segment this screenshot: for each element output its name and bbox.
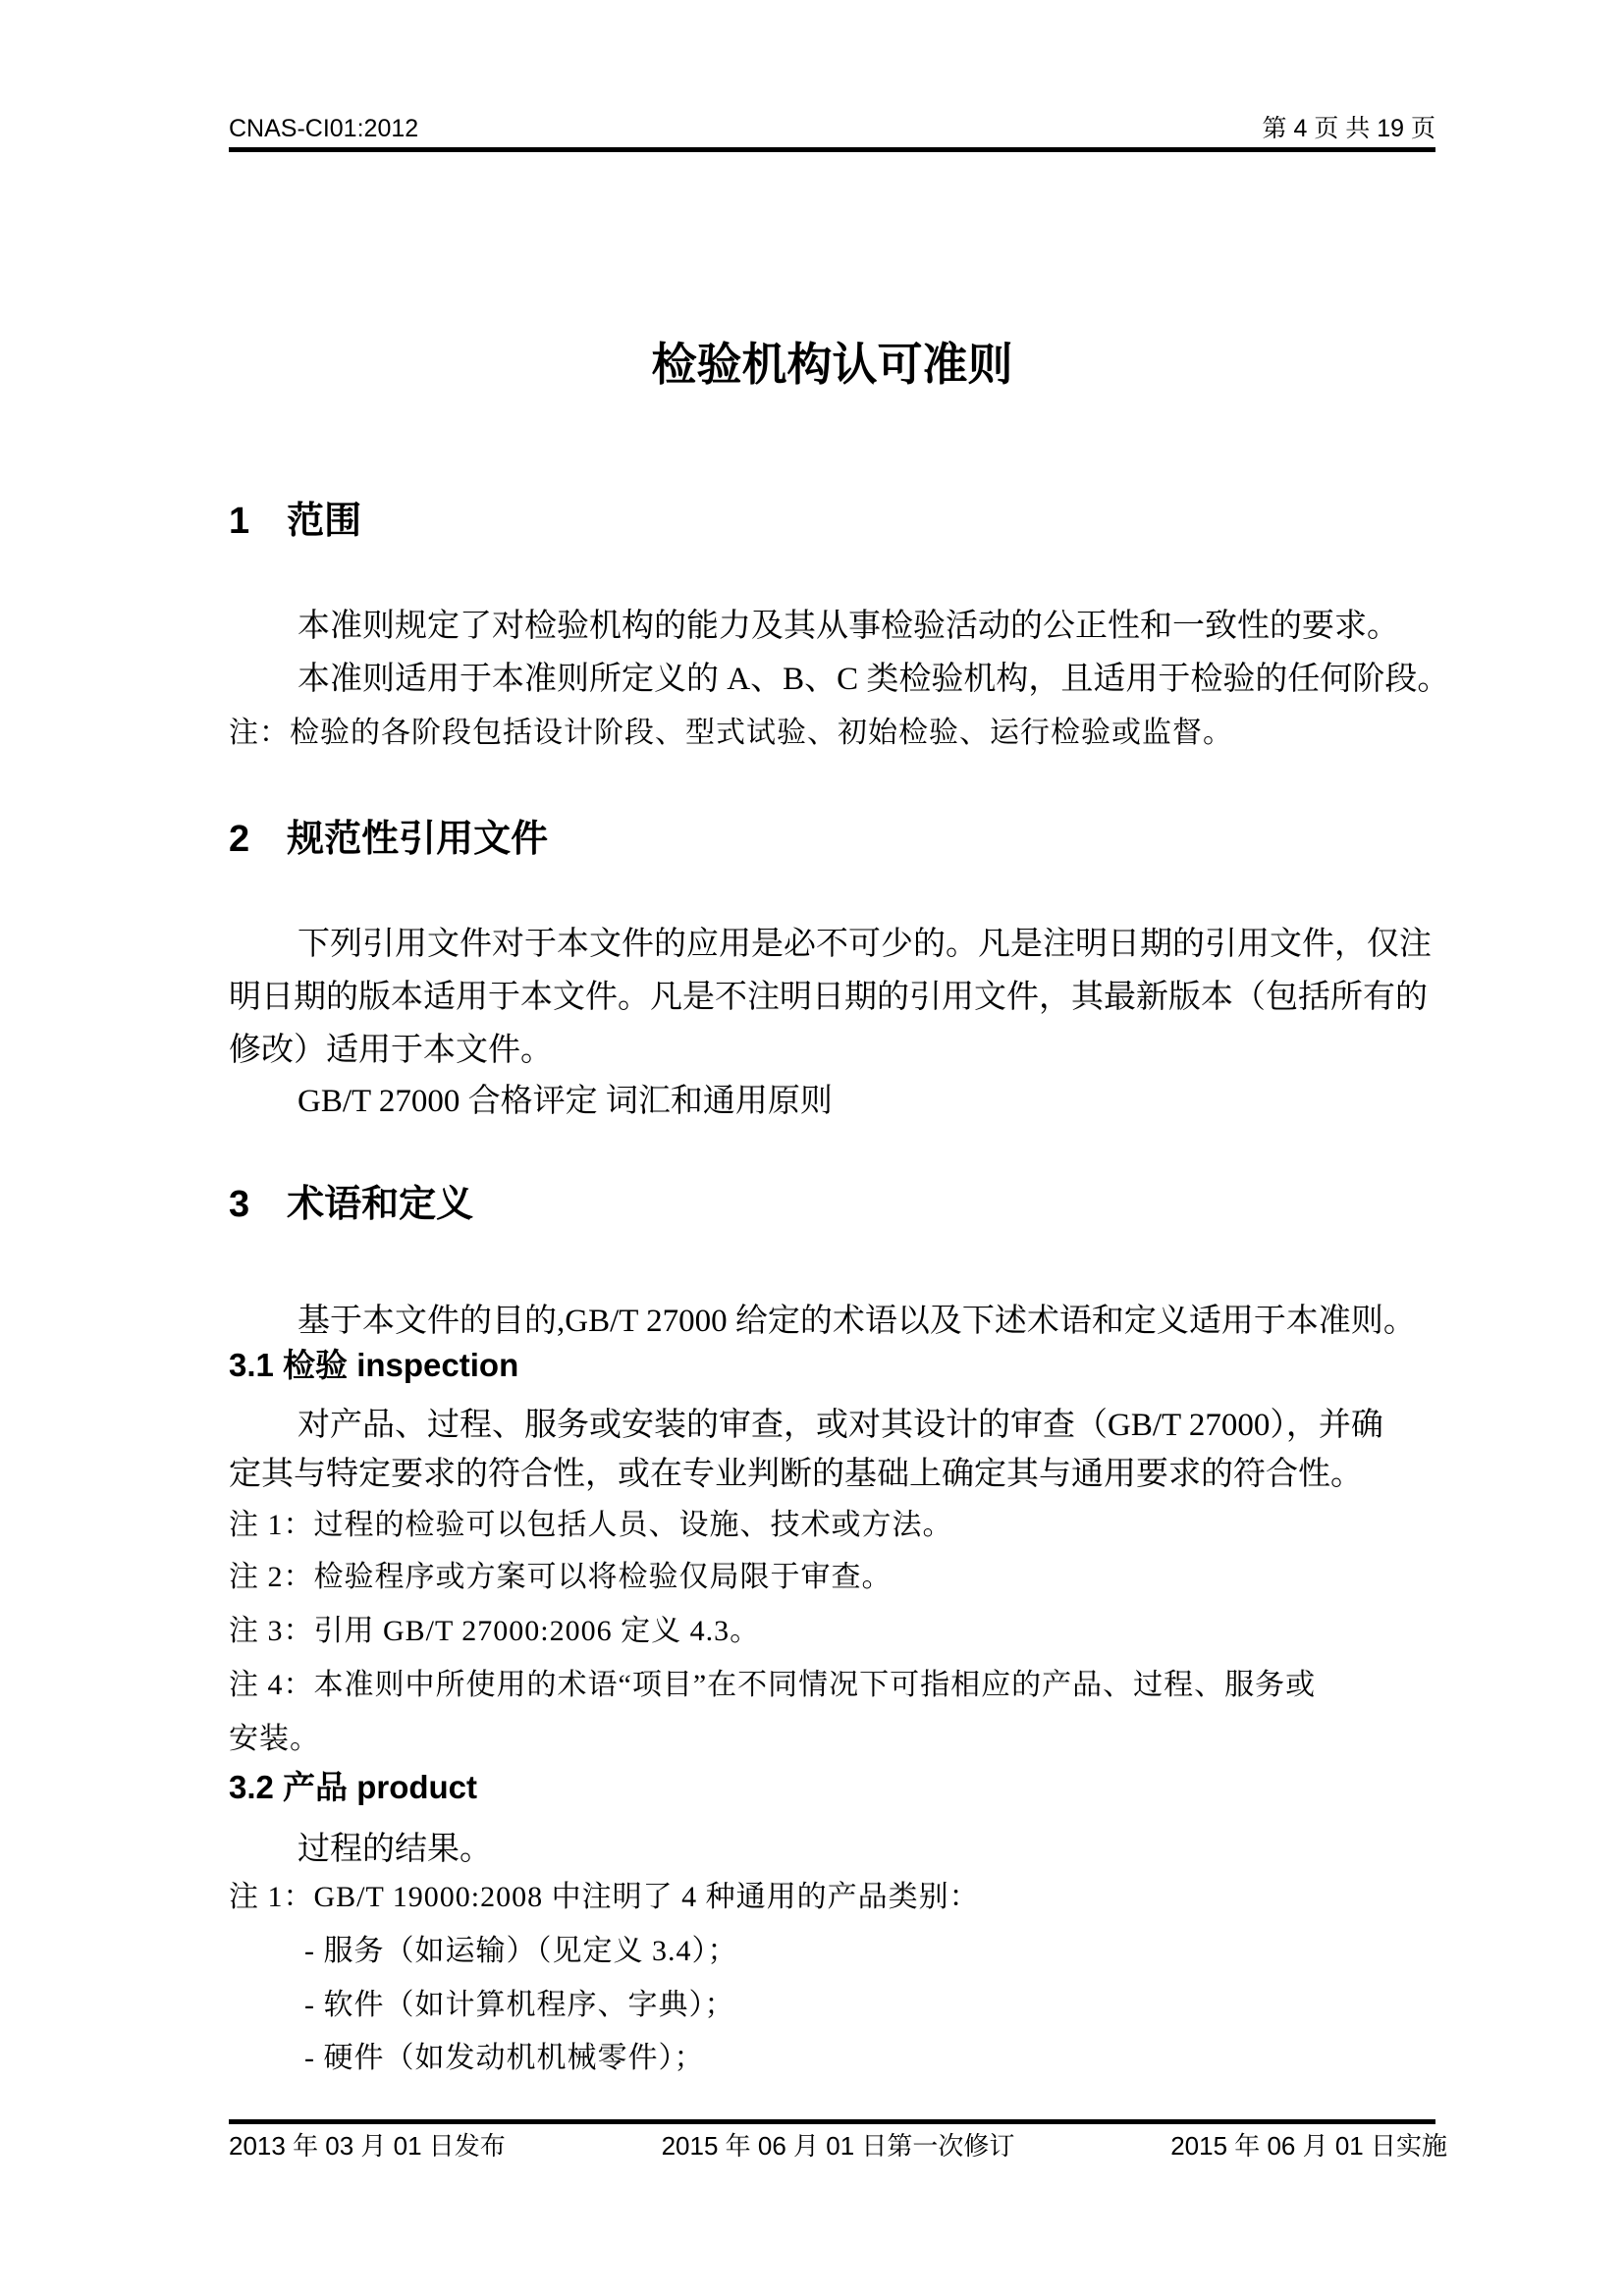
- section-1-heading: 1 范围: [229, 501, 362, 542]
- term-3-1-definition-line: 对产品、过程、服务或安装的审查，或对其设计的审查（GB/T 27000），并确: [298, 1408, 1383, 1443]
- document-title: 检验机构认可准则: [651, 339, 1013, 390]
- section-1-paragraph-line: 本准则适用于本准则所定义的 A、B、C 类检验机构，且适用于检验的任何阶段。: [298, 662, 1450, 697]
- section-2-heading: 2 规范性引用文件: [229, 819, 549, 860]
- section-3-heading: 3 术语和定义: [229, 1184, 474, 1225]
- section-2-reference: GB/T 27000 合格评定 词汇和通用原则: [298, 1084, 833, 1119]
- publish-date: 2013 年 03 月 01 日发布: [229, 2131, 506, 2161]
- product-category-item: - 软件（如计算机程序、字典）；: [304, 1989, 735, 2021]
- term-3-1-definition-line: 定其与特定要求的符合性，或在专业判断的基础上确定其与通用要求的符合性。: [229, 1457, 1363, 1492]
- term-3-2-definition: 过程的结果。: [298, 1832, 492, 1867]
- section-1-paragraph-line: 本准则规定了对检验机构的能力及其从事检验活动的公正性和一致性的要求。: [298, 609, 1399, 644]
- term-3-1-note: 注 4：本准则中所使用的术语“项目”在不同情况下可指相应的产品、过程、服务或: [229, 1669, 1317, 1701]
- implementation-date: 2015 年 06 月 01 日实施: [1170, 2131, 1447, 2161]
- term-3-2-heading: 3.2 产品 product: [229, 1769, 478, 1805]
- term-3-1-note: 注 1：过程的检验可以包括人员、设施、技术或方法。: [229, 1509, 953, 1541]
- product-category-item: - 服务（如运输）（见定义 3.4）；: [304, 1935, 738, 1967]
- section-2-paragraph-line: 明日期的版本适用于本文件。凡是不注明日期的引用文件，其最新版本（包括所有的: [229, 980, 1428, 1015]
- term-3-1-note: 注 3：引用 GB/T 27000:2006 定义 4.3。: [229, 1615, 761, 1647]
- term-3-1-note: 注 2：检验程序或方案可以将检验仅局限于审查。: [229, 1561, 893, 1593]
- section-2-paragraph-line: 修改）适用于本文件。: [229, 1033, 553, 1068]
- term-3-1-heading: 3.1 检验 inspection: [229, 1347, 519, 1383]
- page-header: [229, 116, 1435, 143]
- term-3-1-note-continuation: 安装。: [229, 1723, 320, 1755]
- product-category-item: - 硬件（如发动机机械零件）；: [304, 2042, 705, 2074]
- section-1-note: 注：检验的各阶段包括设计阶段、型式试验、初始检验、运行检验或监督。: [229, 717, 1233, 749]
- header-rule: [229, 147, 1435, 152]
- page-number: 第 4 页 共 19 页: [1262, 115, 1435, 142]
- section-3-intro: 基于本文件的目的,GB/T 27000 给定的术语以及下述术语和定义适用于本准则。: [298, 1304, 1416, 1339]
- doc-code: CNAS-CI01:2012: [229, 115, 419, 142]
- term-3-2-note: 注 1：GB/T 19000:2008 中注明了 4 种通用的产品类别：: [229, 1881, 980, 1913]
- page-footer: [229, 2132, 1447, 2161]
- revision-date: 2015 年 06 月 01 日第一次修订: [661, 2131, 1015, 2161]
- footer-rule: [229, 2119, 1435, 2124]
- section-2-paragraph-line: 下列引用文件对于本文件的应用是必不可少的。凡是注明日期的引用文件，仅注: [298, 927, 1432, 962]
